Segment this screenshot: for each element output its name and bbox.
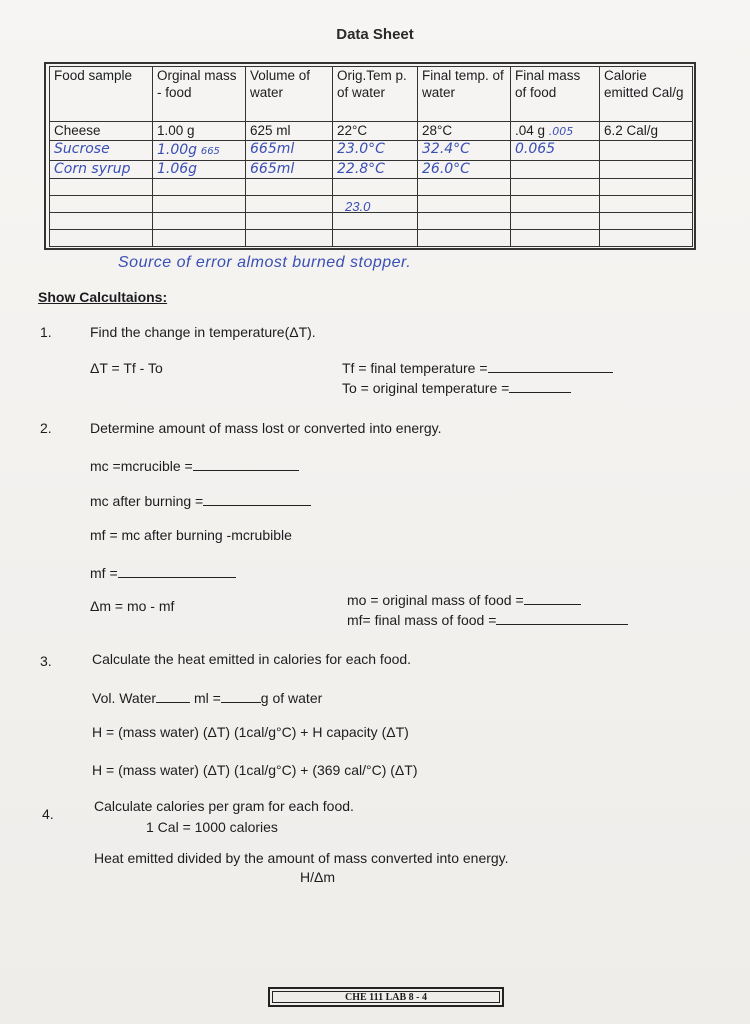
g-blank [221,688,261,703]
cell-final-mass: 0.065 [511,141,600,161]
q1-tf-line [342,358,613,376]
vol-blank [156,688,190,703]
q4-ratio: H/Δm [300,869,336,885]
cell-volume: 665ml [246,141,333,161]
q3-h2: H = (mass water) (ΔT) (1cal/g°C) + (369 cal/°C) (ΔT) [92,762,418,778]
cell-calorie [600,141,693,161]
q2-mc-line [90,456,299,474]
cell-mass-note: 665 [200,146,220,157]
cell-food: Corn syrup [50,161,153,179]
cell-final-temp: 26.0°C [418,161,511,179]
q2-mcab-label: mc after burning = [90,493,204,509]
header-food-sample: Food sample [50,67,153,122]
cell-final-mass [511,122,600,141]
table-header-row [50,67,693,122]
header-calorie: Calorie emitted Cal/g [600,67,693,122]
q4-number: 4. [42,806,54,822]
q3-vol-line [92,688,322,706]
table-row [50,196,693,213]
q2-number: 2. [40,420,52,436]
cell-mass-value: 1.00g [157,142,198,158]
cell-orig-temp: 22°C [333,122,418,141]
q2-mc-label: mc =mcrucible = [90,458,193,474]
to-blank [509,378,571,393]
cell-calorie [600,161,693,179]
table-row [50,179,693,196]
q2-mo-line [347,590,581,608]
q1-to-label: To = original temperature = [342,380,510,396]
cell-volume: 625 ml [246,122,333,141]
q2-mf-def-line [347,610,628,628]
q3-h1: H = (mass water) (ΔT) (1cal/g°C) + H capacity (ΔT) [92,724,409,740]
data-table [49,66,693,247]
q4-sub: 1 Cal = 1000 calories [146,819,278,835]
cell-calorie: 6.2 Cal/g [600,122,693,141]
cell-final-mass [511,161,600,179]
mcab-blank [203,491,311,506]
tf-blank [488,358,613,373]
q1-number: 1. [40,324,52,340]
cell-mass: 1.06g [153,161,246,179]
q3-g-label: g of water [260,690,323,706]
table-row [50,122,693,141]
mc-blank [193,456,299,471]
q2-mf-eq: mf = mc after burning -mcrubible [90,527,292,543]
table-row [50,230,693,247]
q2-text: Determine amount of mass lost or converted into energy. [90,420,442,436]
q1-tf-label: Tf = final temperature = [342,360,488,376]
q2-dm: Δm = mo - mf [90,598,175,614]
handwritten-note: Source of error almost burned stopper. [118,254,412,271]
q3-vol-label: Vol. Water [92,690,157,706]
header-volume-water: Volume of water [246,67,333,122]
page-title: Data Sheet [336,26,414,43]
footer-box [268,987,504,1007]
q2-mf-line [90,563,236,581]
cell-orig-temp: 22.8°C [333,161,418,179]
cell-final-mass-note: .005 [548,125,574,138]
table-row [50,161,693,179]
cell-mass: 1.00 g [153,122,246,141]
header-orig-temp: Orig.Tem p. of water [333,67,418,122]
table-row [50,213,693,230]
mo-blank [524,590,581,605]
q2-mf-label: mf = [90,565,118,581]
q4-text: Calculate calories per gram for each food. [94,798,354,814]
cell-mass [153,141,246,161]
q3-text: Calculate the heat emitted in calories for each food. [92,651,412,667]
cell-food: Cheese [50,122,153,141]
q4-heat: Heat emitted divided by the amount of mass converted into energy. [94,850,509,866]
cell-food: Sucrose [50,141,153,161]
q1-to-line [342,378,571,396]
q2-mcab-line [90,491,311,509]
mf-blank [118,563,236,578]
cell-orig-temp: 23.0°C [333,141,418,161]
section-title: Show Calcultaions: [38,289,168,305]
header-final-temp: Final temp. of water [418,67,511,122]
table-row [50,141,693,161]
header-original-mass: Orginal mass - food [153,67,246,122]
data-table-frame [44,62,696,250]
cell-final-temp: 28°C [418,122,511,141]
q2-mf-def-label: mf= final mass of food = [347,612,497,628]
cell-final-mass-value: .04 g [515,123,546,138]
cell-final-temp: 32.4°C [418,141,511,161]
q1-text: Find the change in temperature(ΔT). [90,324,316,340]
header-final-mass: Final mass of food [511,67,600,122]
q3-ml-label: ml = [193,690,221,706]
q3-number: 3. [40,653,52,669]
q2-mo-label: mo = original mass of food = [347,592,524,608]
mf-def-blank [496,610,628,625]
q1-formula: ΔT = Tf - To [90,360,163,376]
cell-volume: 665ml [246,161,333,179]
footer-label: CHE 111 LAB 8 - 4 [272,991,500,1003]
handwritten-extra-value: 23.0 [345,199,371,214]
